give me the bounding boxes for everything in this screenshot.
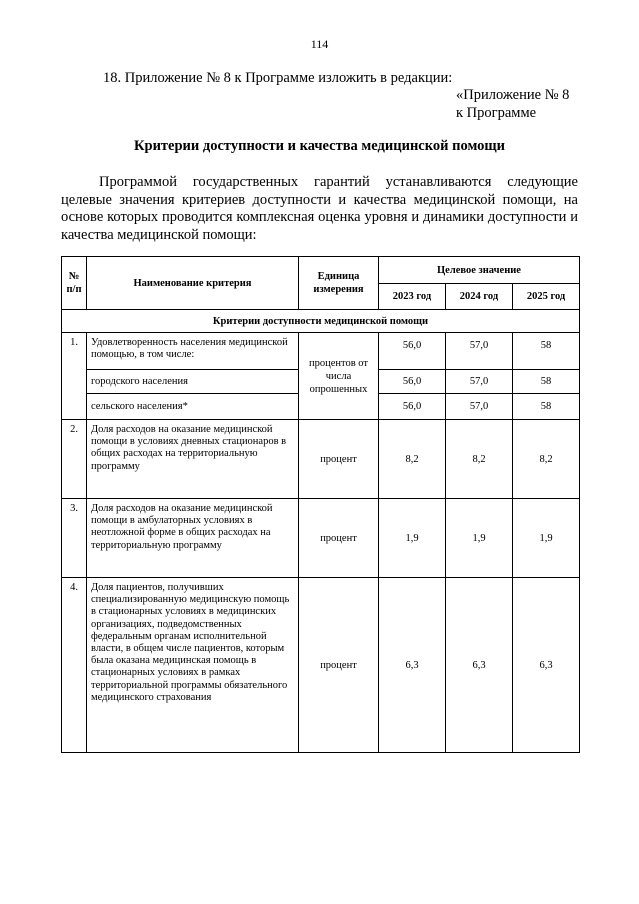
value-2025: 58 — [513, 370, 580, 394]
criterion-name: Удовлетворенность населения медицинской помощью, в том числе: — [87, 333, 299, 370]
header-number-line-2: п/п — [66, 284, 82, 295]
header-criterion-name: Наименование критерия — [87, 257, 299, 310]
criteria-table — [61, 256, 580, 753]
value-2023: 1,9 — [379, 499, 446, 578]
intro-paragraph: Программой государственных гарантий устанавливаются следующие целевые значения критериев доступности и качества медицинской помощи, на основе которых проводится комплексная оценка уровня и динамики доступности и качества медицинской помощи: — [61, 174, 578, 243]
value-2025: 58 — [513, 333, 580, 370]
table-row — [62, 499, 580, 578]
value-2024: 1,9 — [446, 499, 513, 578]
table-row — [62, 333, 580, 370]
header-number — [62, 257, 87, 310]
header-unit-line-2: измерения — [313, 284, 364, 295]
value-2024: 57,0 — [446, 394, 513, 420]
table-row — [62, 420, 580, 499]
table-row — [62, 578, 580, 753]
row-number: 2. — [62, 420, 87, 499]
page-number: 114 — [310, 37, 329, 51]
document-title: Критерии доступности и качества медицинской помощи — [134, 138, 505, 154]
unit-cell: процент — [299, 499, 379, 578]
criterion-name: Доля пациентов, получивших специализированную медицинскую помощь в стационарных условиях в медицинских организациях, подведомственных федеральным органам исполнительной власти, в общем числе пациентов, которым была оказана медицинская помощь в стационарных условиях в рамках территориальной программы обязательного медицинского страхования — [87, 578, 299, 753]
value-2023: 8,2 — [379, 420, 446, 499]
row-number: 1. — [62, 333, 87, 420]
value-2024: 57,0 — [446, 370, 513, 394]
value-2023: 6,3 — [379, 578, 446, 753]
row-number: 3. — [62, 499, 87, 578]
row-number: 4. — [62, 578, 87, 753]
appendix-line-1: «Приложение № 8 — [456, 87, 570, 103]
value-2025: 1,9 — [513, 499, 580, 578]
header-year-2025: 2025 год — [513, 284, 580, 310]
header-unit — [299, 257, 379, 310]
unit-cell: процент — [299, 420, 379, 499]
value-2023: 56,0 — [379, 394, 446, 420]
value-2025: 58 — [513, 394, 580, 420]
unit-cell: процент — [299, 578, 379, 753]
appendix-reference — [456, 86, 569, 122]
header-target-value: Целевое значение — [379, 257, 580, 284]
value-2025: 6,3 — [513, 578, 580, 753]
appendix-line-2: к Программе — [456, 105, 537, 121]
header-unit-line-1: Единица — [317, 271, 360, 282]
value-2024: 57,0 — [446, 333, 513, 370]
section-heading: Критерии доступности медицинской помощи — [62, 310, 580, 333]
unit-cell: процентов от числа опрошенных — [299, 333, 379, 420]
criterion-name: сельского населения* — [87, 394, 299, 420]
value-2025: 8,2 — [513, 420, 580, 499]
criterion-name: городского населения — [87, 370, 299, 394]
instruction-text: 18. Приложение № 8 к Программе изложить в редакции: — [103, 70, 453, 86]
criterion-name: Доля расходов на оказание медицинской помощи в амбулаторных условиях в неотложной форме в общих расходах на территориальную программу — [87, 499, 299, 578]
criterion-name: Доля расходов на оказание медицинской помощи в условиях дневных стационаров в общих расходах на территориальную программу — [87, 420, 299, 499]
header-year-2023: 2023 год — [379, 284, 446, 310]
value-2023: 56,0 — [379, 333, 446, 370]
value-2024: 6,3 — [446, 578, 513, 753]
value-2023: 56,0 — [379, 370, 446, 394]
value-2024: 8,2 — [446, 420, 513, 499]
header-year-2024: 2024 год — [446, 284, 513, 310]
header-number-line-1: № — [68, 271, 80, 282]
